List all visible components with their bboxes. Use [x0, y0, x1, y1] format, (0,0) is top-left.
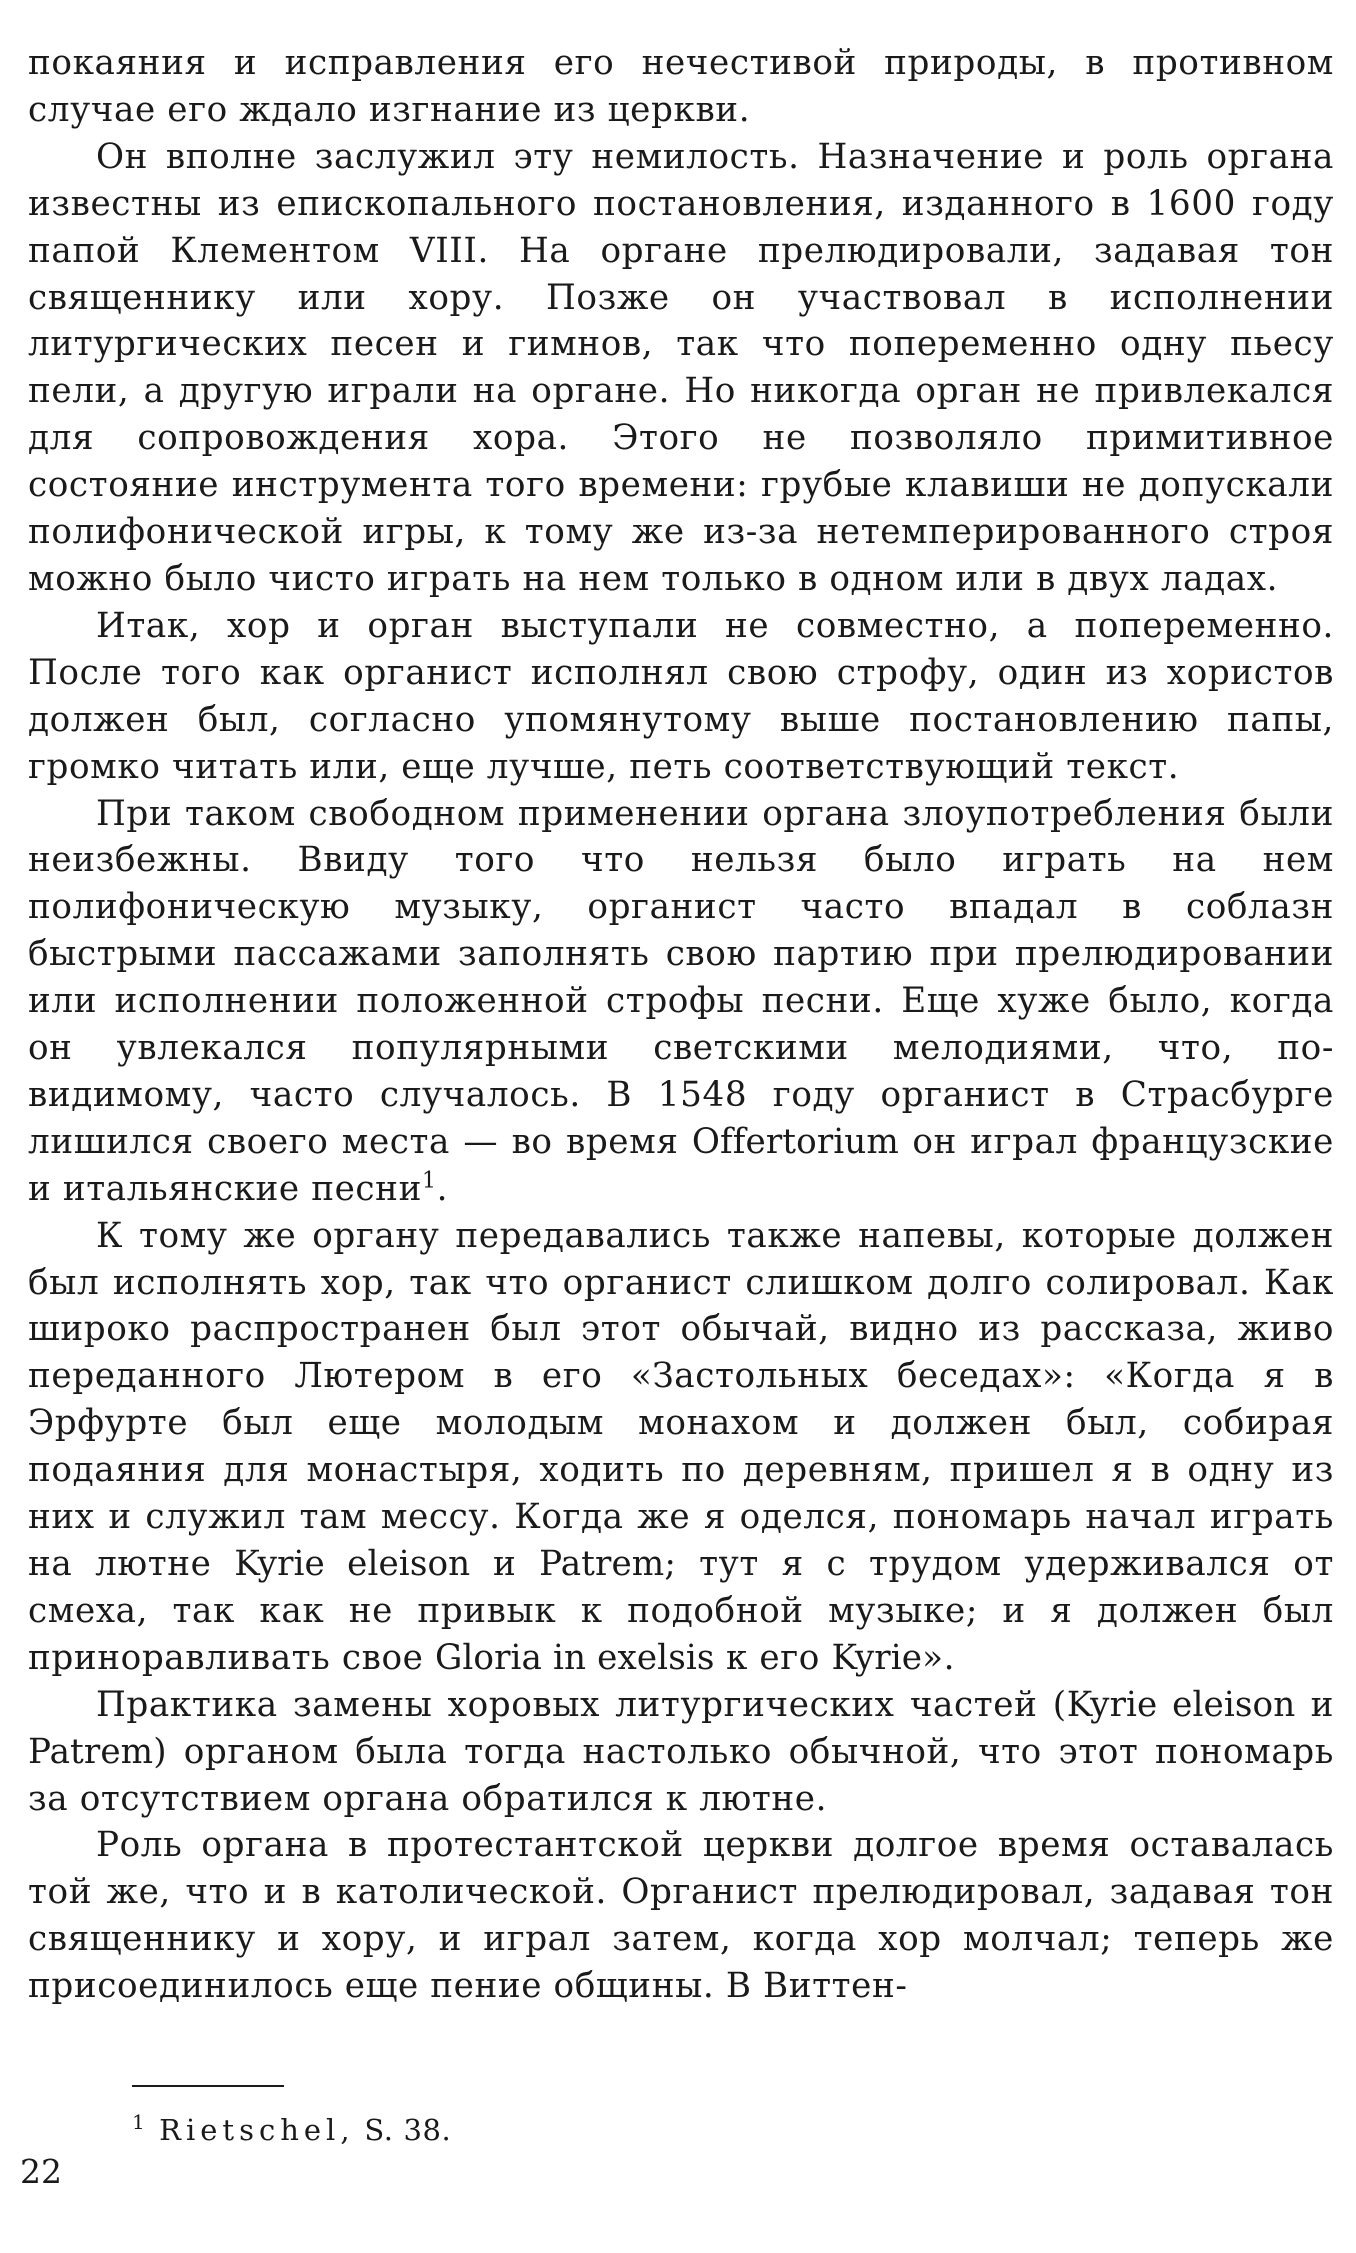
- paragraph-text: покаяния и исправления его нечестивой природы, в противном случае его ждало изгнание из церкви.: [28, 43, 1334, 130]
- paragraph-text: ) органом была тогда настолько обычной, что этот пономарь за отсутствием органа обратился к лютне.: [28, 1731, 1334, 1819]
- body-text: [28, 40, 1334, 2010]
- paragraph: [28, 134, 1334, 603]
- paragraph-text: Практика замены хоровых литургических частей (: [96, 1684, 1067, 1725]
- footnote-divider: [132, 2085, 284, 2087]
- latin-term: Kyrie eleison: [1066, 1684, 1296, 1725]
- paragraph: [28, 1213, 1334, 1682]
- paragraph: [28, 40, 1334, 134]
- latin-term: Patrem: [539, 1544, 665, 1584]
- footnote-author: Rietschel,: [159, 2113, 355, 2147]
- paragraph-text: он играл французские и итальянские песни: [28, 1121, 1335, 1209]
- latin-term: Kyrie: [831, 1637, 923, 1678]
- footnote-marker: 1: [132, 2110, 146, 2135]
- paragraph: [28, 791, 1334, 1213]
- paragraph-text: Роль органа в протестантской церкви долгое время оставалась той же, что и в католической. Органист прелюдировал, задавая тон священнику и хору, и играл затем, когда хор молчал; теперь же присоединилось еще пение общины. В Виттен-: [28, 1825, 1334, 2007]
- paragraph: [28, 1682, 1334, 1823]
- paragraph-text: ».: [922, 1637, 956, 1678]
- page-number: 22: [20, 2152, 62, 2191]
- latin-term: Offertorium: [691, 1121, 899, 1162]
- footnote-reference: S. 38.: [364, 2113, 452, 2147]
- paragraph-text: ; тут я с трудом удерживался от смеха, так как не привык к подобной музыке; и я должен был приноравливать свое: [28, 1544, 1334, 1678]
- paragraph-text: К тому же органу передавались также напевы, которые должен был исполнять хор, так что органист слишком долго солировал. Как широко распространен был этот обычай, видно из рассказа, живо переданного Лютером в его «Застольных беседах»: «Когда я в Эрфурте был еще молодым монахом и должен был, собирая подаяния для монастыря, ходить по деревням, пришел я в одну из них и служил там мессу. Когда же я оделся, пономарь начал играть на лютне: [28, 1215, 1334, 1584]
- latin-term: Patrem: [28, 1731, 154, 1772]
- paragraph: [28, 603, 1334, 791]
- paragraph-text: .: [436, 1168, 449, 1209]
- paragraph-text: Он вполне заслужил эту немилость. Назначение и роль органа известны из епископального постановления, изданного в 1600 году папой Клементом VIII. На органе прелюдировали, задавая тон священнику или хору. Позже он участвовал в исполнении литургических песен и гимнов, так что попеременно одну пьесу пели, а другую играли на органе. Но никогда орган не привлекался для сопровождения хора. Этого не позволяло примитивное состояние инструмента того времени: грубые клавиши не допускали полифонической игры, к тому же из-за нетемперированного строя можно было чисто играть на нем только в одном или в двух ладах.: [28, 136, 1334, 599]
- paragraph-text: к его: [714, 1637, 832, 1678]
- paragraph: [28, 1822, 1334, 2010]
- paragraph-text: Итак, хор и орган выступали не совместно, а попеременно. После того как органист исполнял свою строфу, один из хористов должен был, согласно упомянутому выше постановлению папы, громко читать или, еще лучше, петь соответствующий текст.: [28, 605, 1334, 787]
- footnote: [132, 2112, 451, 2148]
- paragraph-text: и: [1295, 1684, 1334, 1725]
- footnote-reference-mark: 1: [421, 1168, 437, 1194]
- latin-term: Gloria in exelsis: [434, 1637, 715, 1678]
- paragraph-text: и: [470, 1544, 540, 1584]
- paragraph-text: При таком свободном применении органа злоупотребления были неизбежны. Ввиду того что нельзя было играть на нем полифоническую музыку, органист часто впадал в соблазн быстрыми пассажами заполнять свою партию при прелюдировании или исполнении положенной строфы песни. Еще хуже было, когда он увлекался популярными светскими мелодиями, что, по-видимому, часто случалось. В 1548 году органист в Страсбурге лишился своего места — во время: [28, 793, 1334, 1162]
- book-page: [28, 40, 1334, 2230]
- latin-term: Kyrie eleison: [234, 1544, 471, 1584]
